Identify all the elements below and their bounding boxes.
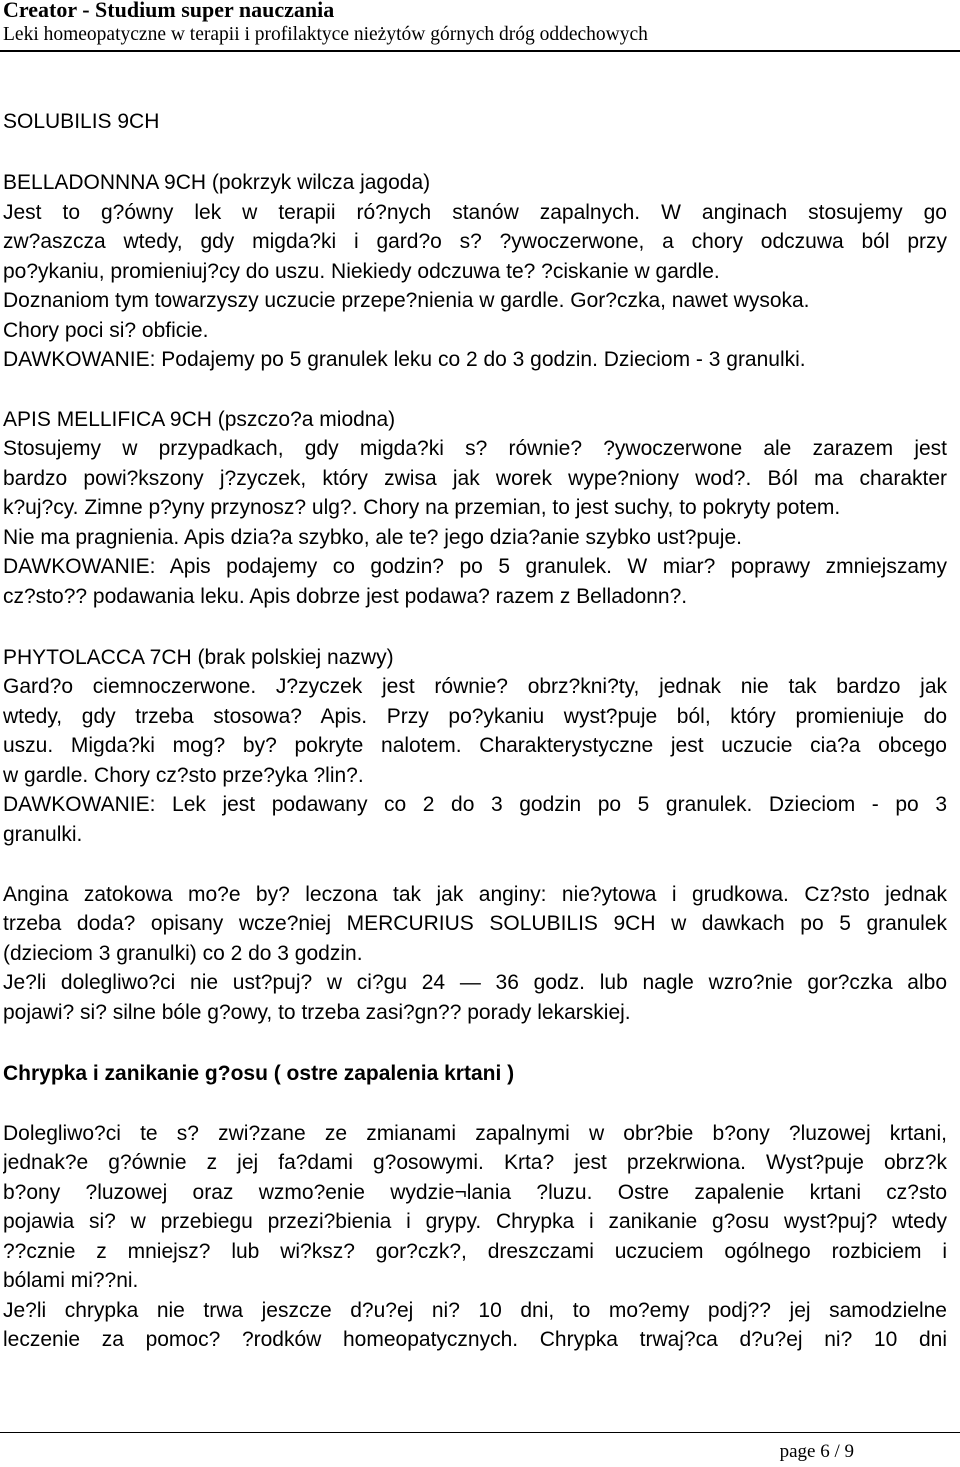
text-line: ??cznie z mniejsz? lub wi?ksz? gor?czk?, dreszczami uczuciem ogólnego rozbiciem i xyxy=(3,1240,947,1263)
heading-belladonna: BELLADONNNA 9CH (pokrzyk wilcza jagoda) xyxy=(3,171,431,194)
heading-apis-mellifica: APIS MELLIFICA 9CH (pszczo?a miodna) xyxy=(3,408,396,431)
text-line: bólami mi??ni. xyxy=(3,1269,139,1292)
text-line: (dzieciom 3 granulki) co 2 do 3 godzin. xyxy=(3,942,363,965)
header-title: Creator - Studium super nauczania xyxy=(3,0,335,22)
section-heading-chrypka: Chrypka i zanikanie g?osu ( ostre zapalenia krtani ) xyxy=(3,1062,515,1085)
text-line: pojawia si? w przebiegu przezi?bienia i grypy. Chrypka i zanikanie g?osu wyst?puj? wtedy xyxy=(3,1210,947,1233)
dosage-line: DAWKOWANIE: Podajemy po 5 granulek leku co 2 do 3 godzin. Dzieciom - 3 granulki. xyxy=(3,348,806,371)
text-line: po?ykaniu, promieniuj?cy do uszu. Niekiedy odczuwa te? ?ciskanie w gardle. xyxy=(3,260,720,283)
dosage-line: DAWKOWANIE: Apis podajemy co godzin? po 5 granulek. W miar? poprawy zmniejszamy xyxy=(3,555,947,578)
page-number: page 6 / 9 xyxy=(779,1441,854,1462)
text-line: jednak?e g?ównie z jej fa?dami g?osowymi. Krta? jest przekrwiona. Wyst?puje obrz?k xyxy=(3,1151,947,1174)
footer-rule xyxy=(0,1432,960,1433)
text-line: k?uj?cy. Zimne p?yny przynosz? ulg?. Chory na przemian, to jest suchy, to pokryty potem. xyxy=(3,496,841,519)
text-line: trzeba doda? opisany wcze?niej MERCURIUS SOLUBILIS 9CH w dawkach po 5 granulek xyxy=(3,912,947,935)
text-line: Gard?o ciemnoczerwone. J?zyczek jest równie? obrz?kni?ty, jednak nie tak bardzo jak xyxy=(3,675,947,698)
text-line: zw?aszcza wtedy, gdy migda?ki i gard?o s? ?ywoczerwone, a chory odczuwa ból przy xyxy=(3,230,947,253)
text-line: b?ony ?luzowej oraz wzmo?enie wydzie¬lania ?luzu. Ostre zapalenie krtani cz?sto xyxy=(3,1181,947,1204)
heading-phytolacca: PHYTOLACCA 7CH (brak polskiej nazwy) xyxy=(3,646,394,669)
heading-mercurius-solubilis: SOLUBILIS 9CH xyxy=(3,110,160,133)
dosage-line: DAWKOWANIE: Lek jest podawany co 2 do 3 godzin po 5 granulek. Dzieciom - po 3 xyxy=(3,793,947,816)
document-header xyxy=(0,0,960,54)
text-line: Je?li dolegliwo?ci nie ust?puj? w ci?gu 24 — 36 godz. lub nagle wzro?nie gor?czka albo xyxy=(3,971,947,994)
text-line: Nie ma pragnienia. Apis dzia?a szybko, ale te? jego dzia?anie szybko ust?puje. xyxy=(3,526,742,549)
header-subtitle: Leki homeopatyczne w terapii i profilaktyce nieżytów górnych dróg oddechowych xyxy=(3,24,648,45)
text-line: granulki. xyxy=(3,823,83,846)
text-line: Chory poci si? obficie. xyxy=(3,319,209,342)
text-line: pojawi? si? silne bóle g?owy, to trzeba zasi?gn?? porady lekarskiej. xyxy=(3,1001,631,1024)
text-line: wtedy, gdy trzeba stosowa? Apis. Przy po?ykaniu wyst?puje ból, który promieniuje do xyxy=(3,705,947,728)
text-line: Je?li chrypka nie trwa jeszcze d?u?ej ni? 10 dni, to mo?emy podj?? jej samodzielne xyxy=(3,1299,947,1322)
text-line: uszu. Migda?ki mog? by? pokryte nalotem. Charakterystyczne jest uczucie cia?a obcego xyxy=(3,734,947,757)
text-line: w gardle. Chory cz?sto prze?yka ?lin?. xyxy=(3,764,364,787)
text-line: Angina zatokowa mo?e by? leczona tak jak anginy: nie?ytowa i grudkowa. Cz?sto jednak xyxy=(3,883,947,906)
text-line: Doznaniom tym towarzyszy uczucie przepe?nienia w gardle. Gor?czka, nawet wysoka. xyxy=(3,289,810,312)
text-line: cz?sto?? podawania leku. Apis dobrze jest podawa? razem z Belladonn?. xyxy=(3,585,688,608)
text-line: Dolegliwo?ci te s? zwi?zane ze zmianami zapalnymi w obr?bie b?ony ?luzowej krtani, xyxy=(3,1122,947,1145)
text-line: leczenie za pomoc? ?rodków homeopatycznych. Chrypka trwaj?ca d?u?ej ni? 10 dni xyxy=(3,1328,947,1351)
text-line: Jest to g?ówny lek w terapii ró?nych stanów zapalnych. W anginach stosujemy go xyxy=(3,201,947,224)
header-rule xyxy=(0,50,960,52)
text-line: bardzo powi?kszony j?zyczek, który zwisa jak worek wype?niony wod?. Ból ma charakter xyxy=(3,467,947,490)
text-line: Stosujemy w przypadkach, gdy migda?ki s? równie? ?ywoczerwone ale zarazem jest xyxy=(3,437,947,460)
